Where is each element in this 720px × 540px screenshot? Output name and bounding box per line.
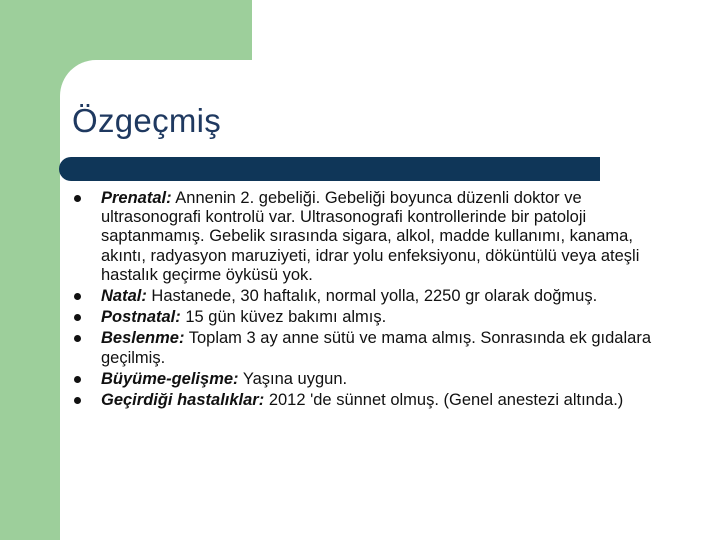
bullet-text: Hastanede, 30 haftalık, normal yolla, 2250 gr olarak doğmuş. bbox=[146, 287, 598, 306]
bullet-item-buyume-gelisme bbox=[71, 370, 681, 389]
bullet-dot-icon bbox=[74, 335, 81, 342]
bullet-item-gecirdigi-hastaliklar bbox=[71, 391, 681, 410]
bullet-dot-icon bbox=[74, 376, 81, 383]
bullet-term: Beslenme: bbox=[101, 329, 185, 348]
bullet-dot-icon bbox=[74, 314, 81, 321]
bullet-dot-icon bbox=[74, 195, 81, 202]
bullet-text: Yaşına uygun. bbox=[238, 369, 348, 388]
bullet-text: 2012 'de sünnet olmuş. (Genel anestezi altında.) bbox=[264, 391, 624, 410]
bullet-term: Prenatal: bbox=[101, 189, 172, 207]
bullet-item-beslenme bbox=[71, 329, 681, 367]
bullet-item-prenatal bbox=[71, 189, 681, 285]
bullet-item-postnatal bbox=[71, 308, 681, 327]
title-underline-bar bbox=[59, 157, 600, 181]
bullet-text: 15 gün küvez bakımı almış. bbox=[180, 308, 387, 327]
slide-title: Özgeçmiş bbox=[72, 102, 222, 139]
bullet-dot-icon bbox=[74, 397, 81, 404]
bullet-item-natal bbox=[71, 287, 681, 306]
bullet-term: Büyüme-gelişme: bbox=[101, 369, 239, 388]
bullet-dot-icon bbox=[74, 293, 81, 300]
bullet-term: Postnatal: bbox=[101, 308, 181, 327]
bullet-list bbox=[71, 189, 681, 412]
bullet-text: Toplam 3 ay anne sütü ve mama almış. Sonrasında ek gıdalara geçilmiş. bbox=[101, 329, 651, 367]
bullet-text: Annenin 2. gebeliği. Gebeliği boyunca düzenli doktor ve ultrasonografi kontrolü var. Ultrasonografi kontrollerinde bir patoloji saptanmamış. Gebelik sırasında sigara, alkol, madde kullanımı, kanama, akıntı, radyasyon maruziyeti, idrar yolu enfeksiyonu, döküntülü veya ateşli hastalık geçirme öyküsü yok. bbox=[101, 189, 640, 284]
decorative-green-strip bbox=[0, 0, 60, 540]
bullet-term: Geçirdiği hastalıklar: bbox=[101, 391, 265, 410]
bullet-term: Natal: bbox=[101, 287, 147, 306]
